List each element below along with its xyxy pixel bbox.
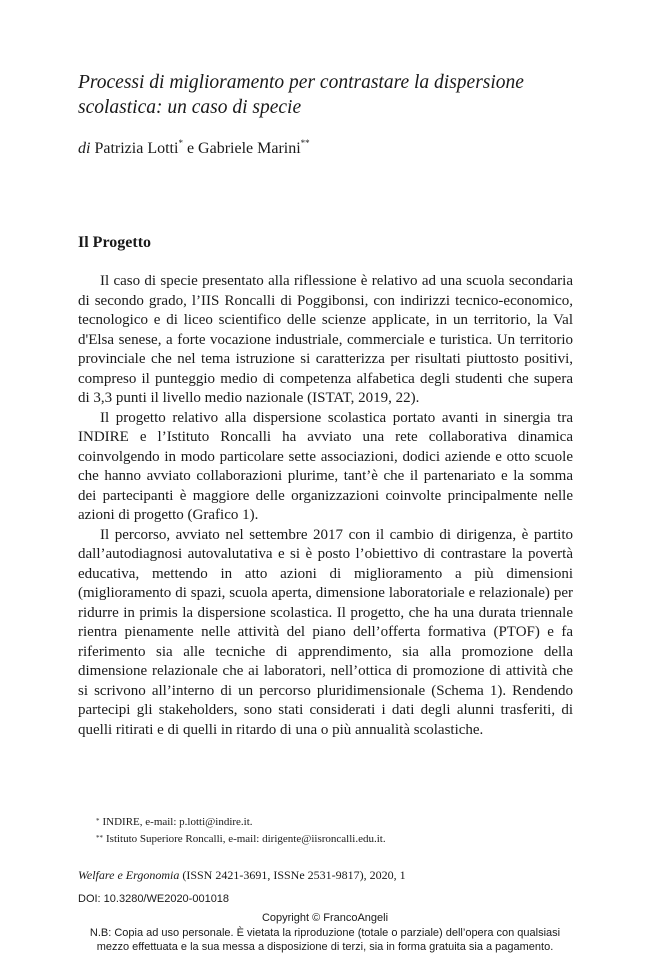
body-text xyxy=(78,272,573,740)
usage-notice-line-2: mezzo effettuata e la sua messa a disposizione di terzi, sia in forma gratuita sia a pagamento. xyxy=(96,941,554,953)
footnote-1-mark: * xyxy=(96,817,100,825)
article-title: Processi di miglioramento per contrastare la dispersione scolastica: un caso di specie xyxy=(78,72,524,118)
footnotes xyxy=(96,814,386,848)
paragraph-2: Il progetto relativo alla dispersione scolastica portato avanti in sinergia tra INDIRE e l’Istituto Roncalli ha avviato una rete collaborativa dinamica coinvolgendo in modo particolare sette associazioni, dodici aziende e otto scuole che hanno avviato collaborazioni plurime, tant’è che il partenariato e la somma dei partecipanti è maggiore delle organizzazioni coinvolte principalmente nelle azioni di progetto (Grafico 1). xyxy=(78,409,573,523)
author-2-footnote-mark: ** xyxy=(300,138,310,148)
byline-prefix: di xyxy=(78,140,91,157)
footnote-2-text: Istituto Superiore Roncalli, e-mail: dirigente@iisroncalli.edu.it. xyxy=(106,833,386,845)
journal-name: Welfare e Ergonomia xyxy=(78,868,180,882)
footnote-1-text: INDIRE, e-mail: p.lotti@indire.it. xyxy=(102,816,253,828)
author-1-footnote-mark: * xyxy=(178,138,183,148)
author-2: Gabriele Marini xyxy=(198,140,301,157)
paragraph-1: Il caso di specie presentato alla riflessione è relativo ad una scuola secondaria di secondo grado, l’IIS Roncalli di Poggibonsi, con indirizzi tecnico-economico, tecnologico e di liceo scientifico delle scienze applicate, in un territorio, la Val d'Elsa senese, a forte vocazione industriale, commerciale e turistica. Un territorio provinciale che nel tema istruzione si caratterizza per risultati piuttosto positivi, compreso il punteggio medio di competenza alfabetica degli studenti che supera di 3,3 punti il livello medio nazionale (ISTAT, 2019, 22). xyxy=(78,273,573,406)
usage-notice xyxy=(40,926,610,954)
section-heading: Il Progetto xyxy=(78,234,152,251)
doi: DOI: 10.3280/WE2020-001018 xyxy=(78,893,230,905)
footnote-2 xyxy=(96,831,386,848)
footnote-1 xyxy=(96,814,386,831)
byline xyxy=(78,140,310,158)
journal-citation xyxy=(78,868,406,883)
author-1: Patrizia Lotti xyxy=(94,140,179,157)
paragraph-3: Il percorso, avviato nel settembre 2017 con il cambio di dirigenza, è partito dall’autodiagnosi autovalutativa e si è posto l’obiettivo di contrastare la povertà educativa, mettendo in atto azioni di miglioramento a più dimensioni (miglioramento di spazi, scuola aperta, dimensione laboratoriale e relazionale) per ridurre in primis la dispersione scolastica. Il progetto, che ha una durata triennale rientra pienamente nelle attività del piano dell’offerta formativa (PTOF) e fa riferimento sia alle tecniche di apprendimento, sia alla promozione della dimensione relazionale che ai laboratori, nell’ottica di promozione di attività che si scrivono all’interno di un percorso pluridimensionale (Schema 1). Rendendo partecipi gli stakeholders, sono stati considerati i dati degli alunni trasferiti, di quelli ritirati e di quelli in ritardo di una o più annualità scolastiche. xyxy=(78,526,573,738)
byline-conjunction: e xyxy=(186,140,195,157)
footnote-2-mark: ** xyxy=(96,834,103,842)
usage-notice-line-1: N.B: Copia ad uso personale. È vietata la riproduzione (totale o parziale) dell’opera con qualsiasi xyxy=(89,927,561,939)
copyright-notice: Copyright © FrancoAngeli xyxy=(261,912,389,924)
journal-details: (ISSN 2421-3691, ISSNe 2531-9817), 2020, 1 xyxy=(182,868,406,882)
